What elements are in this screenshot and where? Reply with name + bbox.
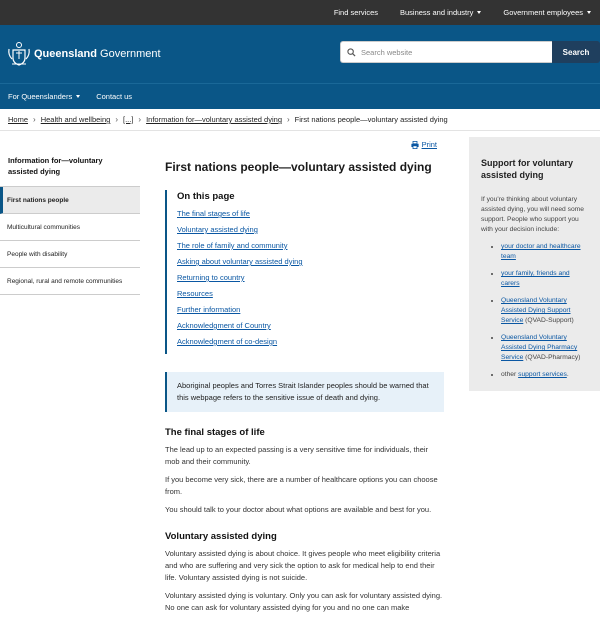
support-link-doctor[interactable]: your doctor and healthcare team [501,243,581,260]
list-item [501,296,588,326]
breadcrumb [0,109,600,131]
list-item [501,269,588,289]
paragraph: Voluntary assisted dying is about choice. It gives people who meet eligibility criteria and who are suffering and very sick the option to ask for medical help to end their life. Voluntary assisted dying is not suicide. [165,549,441,582]
paragraph: If you become very sick, there are a number of healthcare options you can choose from. [165,475,438,496]
qvad-pharmacy-suffix: (QVAD-Pharmacy) [523,354,581,361]
on-this-page-heading: On this page [177,191,235,202]
on-this-page [165,190,444,354]
topbar-business-label: Business and industry [400,8,474,17]
sidenav-heading[interactable]: Information for—voluntary assisted dying [0,151,140,187]
main-navigation [0,83,600,109]
toc-link[interactable]: The final stages of life [177,209,250,218]
support-link-family[interactable]: your family, friends and carers [501,270,570,287]
chevron-right-icon: › [33,115,36,124]
breadcrumb-health-wellbeing[interactable]: Health and wellbeing [40,115,111,124]
toc-link[interactable]: Further information [177,305,241,314]
section-navigation [0,151,140,295]
site-header [0,25,600,83]
support-aside [469,137,600,391]
search-field [340,41,552,63]
nav-for-queenslanders-label: For Queenslanders [8,92,73,101]
nav-contact-us-label: Contact us [96,92,133,101]
breadcrumb-collapsed[interactable]: [...] [123,115,134,124]
breadcrumb-home[interactable]: Home [8,115,29,124]
utility-bar [0,0,600,25]
list-item [501,333,588,363]
cultural-warning-callout: Aboriginal peoples and Torres Strait Islander peoples should be warned that this webpage refers to the sensitive issue of death and dying. [165,372,444,412]
nav-contact-us[interactable] [96,92,132,101]
topbar-government-employees[interactable] [503,8,591,17]
chevron-down-icon [587,11,591,14]
support-link-services[interactable]: support services [518,371,567,378]
aside-intro: If you're thinking about voluntary assisted dying, you will need some support. People who support you with your decision include: [481,196,584,233]
breadcrumb-information-for[interactable]: Information for—voluntary assisted dying [146,115,282,124]
chevron-right-icon: › [287,115,290,124]
chevron-down-icon [76,95,80,98]
sidenav-item-disability[interactable]: People with disability [0,241,140,268]
chevron-down-icon [477,11,481,14]
brand-name: Queensland Government [34,48,161,60]
other-prefix: other [501,371,519,378]
chevron-right-icon: › [138,115,142,124]
topbar-find-services[interactable] [334,8,378,17]
page-title: First nations people—voluntary assisted dying [165,160,432,174]
section-heading-voluntary-assisted-dying: Voluntary assisted dying [165,531,277,542]
sidenav-item-multicultural[interactable]: Multicultural communities [0,214,140,241]
toc-link[interactable]: The role of family and community [177,241,288,250]
list-item [501,242,588,262]
toc-link[interactable]: Acknowledgment of co-design [177,337,278,346]
toc-link[interactable]: Resources [177,289,213,298]
nav-for-queenslanders[interactable] [8,92,80,101]
qvad-support-suffix: (QVAD-Support) [523,317,574,324]
chevron-right-icon: › [115,115,118,124]
topbar-government-label: Government employees [503,8,583,17]
toc-link[interactable]: Asking about voluntary assisted dying [177,257,303,266]
breadcrumb-current: First nations people—voluntary assisted dying [294,115,448,124]
sidenav-item-first-nations[interactable]: First nations people [0,187,140,214]
search-button[interactable]: Search [552,41,600,63]
aside-heading: Support for voluntary assisted dying [481,158,573,180]
main-content [165,137,444,620]
paragraph: Voluntary assisted dying is voluntary. Only you can ask for voluntary assisted dying. No one can ask for voluntary assisted dying for you and no one can make [165,591,443,612]
support-link-qvad-pharmacy[interactable]: Queensland Voluntary Assisted Dying Pharmacy Service [501,334,578,361]
section-heading-final-stages: The final stages of life [165,427,265,438]
paragraph: You should talk to your doctor about what options are available and best for you. [165,505,432,514]
paragraph: The lead up to an expected passing is a very sensitive time for individuals, their mob and their community. [165,445,429,466]
queensland-crest-icon [7,41,31,67]
topbar-business-industry[interactable] [400,8,481,17]
sidenav-item-regional[interactable]: Regional, rural and remote communities [0,268,140,295]
printer-icon [411,141,419,149]
print-link[interactable] [411,140,437,149]
toc-link[interactable]: Voluntary assisted dying [177,225,258,234]
home-logo-link[interactable] [7,41,161,67]
toc-link[interactable]: Acknowledgment of Country [177,321,271,330]
toc-link[interactable]: Returning to country [177,273,245,282]
search-input[interactable] [361,48,541,57]
support-list [481,242,588,380]
search-icon [347,48,356,57]
topbar-find-services-label: Find services [333,8,378,17]
site-search [340,41,600,63]
list-item [501,370,588,380]
support-link-qvad-support[interactable]: Queensland Voluntary Assisted Dying Support Service [501,297,571,324]
other-suffix: . [566,371,569,378]
print-label: Print [421,140,437,149]
